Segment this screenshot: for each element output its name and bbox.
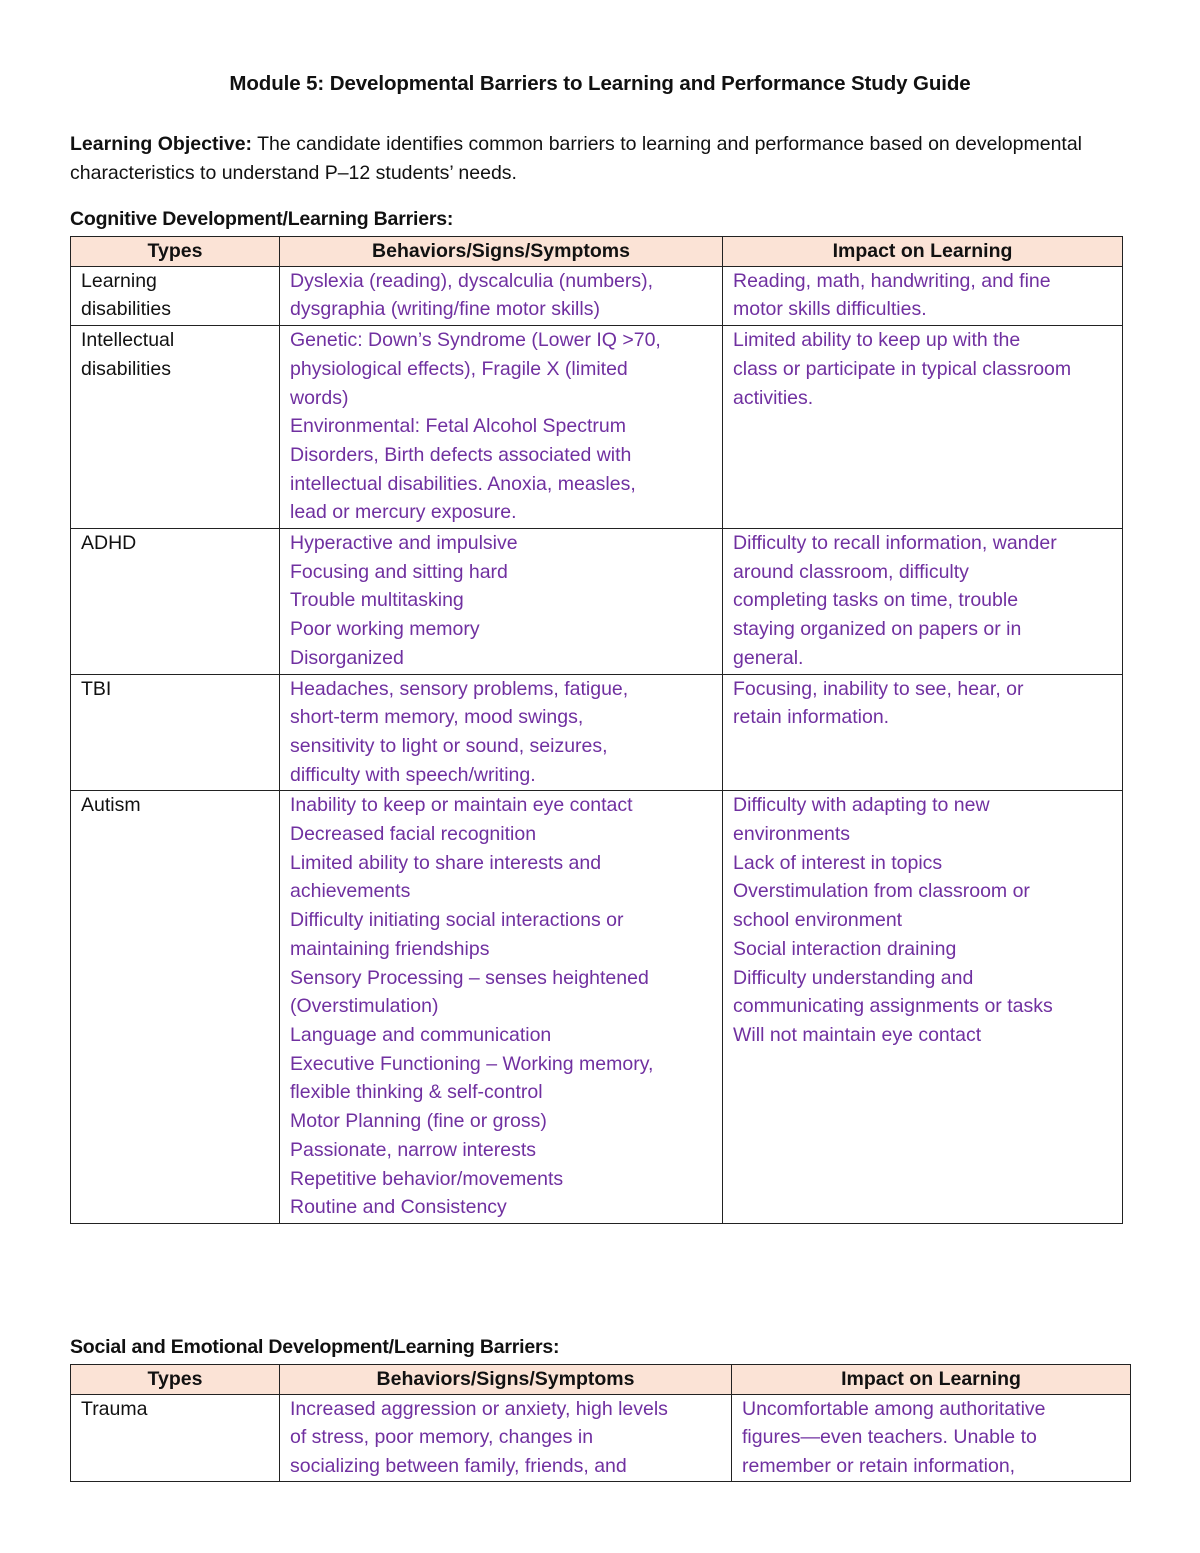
cell-line: Language and communication <box>290 1023 552 1046</box>
objective-label: Learning Objective: <box>70 133 253 155</box>
cell-line: Uncomfortable among authoritative <box>742 1397 1046 1420</box>
cell-line: around classroom, difficulty <box>733 560 969 583</box>
cell-line: Limited ability to keep up with the <box>733 329 1021 352</box>
header-types: Types <box>71 1365 280 1395</box>
cell-line: Inability to keep or maintain eye contact <box>290 794 633 817</box>
cell-line: Reading, math, handwriting, and fine <box>733 269 1051 292</box>
type-cell <box>71 791 280 1224</box>
cell-line: Increased aggression or anxiety, high levels <box>290 1397 668 1420</box>
objective-text: The candidate identifies common barriers to learning and performance based on developmental characteristics to understand P–12 students’ needs. <box>70 133 1083 184</box>
cell-line: dysgraphia (writing/fine motor skills) <box>290 298 600 321</box>
cell-line: Difficulty initiating social interactions or <box>290 909 624 932</box>
cell-line: retain information. <box>733 706 890 729</box>
cell-line: class or participate in typical classroom <box>733 357 1072 380</box>
table-row <box>71 266 1123 325</box>
type-cell <box>71 1394 280 1481</box>
cell-line: intellectual disabilities. Anoxia, measles, <box>290 472 636 495</box>
header-behaviors: Behaviors/Signs/Symptoms <box>280 1365 732 1395</box>
cell-line: figures—even teachers. Unable to <box>742 1426 1037 1449</box>
header-impact: Impact on Learning <box>723 237 1123 267</box>
cell-line: general. <box>733 646 804 669</box>
cell-line: flexible thinking & self-control <box>290 1081 543 1104</box>
cell-line: Motor Planning (fine or gross) <box>290 1110 547 1133</box>
cell-line: disabilities <box>81 357 171 380</box>
cell-line: achievements <box>290 880 411 903</box>
cell-line: Environmental: Fetal Alcohol Spectrum <box>290 415 626 438</box>
cell-line: Dyslexia (reading), dyscalculia (numbers), <box>290 269 654 292</box>
cell-line: Focusing and sitting hard <box>290 560 508 583</box>
cell-line: lead or mercury exposure. <box>290 501 517 524</box>
impact-cell <box>723 791 1123 1224</box>
cell-line: ADHD <box>81 532 137 555</box>
cell-line: disabilities <box>81 298 171 321</box>
cognitive-heading: Cognitive Development/Learning Barriers: <box>70 208 454 230</box>
cell-line: Routine and Consistency <box>290 1196 507 1219</box>
cell-line: Overstimulation from classroom or <box>733 880 1030 903</box>
cell-line: sensitivity to light or sound, seizures, <box>290 734 608 757</box>
table-row <box>71 1394 1131 1481</box>
cell-line: Headaches, sensory problems, fatigue, <box>290 677 629 700</box>
behaviors-cell <box>280 529 723 675</box>
header-behaviors: Behaviors/Signs/Symptoms <box>280 237 723 267</box>
cell-line: Autism <box>81 794 141 817</box>
cell-line: Decreased facial recognition <box>290 823 537 846</box>
impact-cell <box>723 326 1123 529</box>
cell-line: Sensory Processing – senses heightened <box>290 966 649 989</box>
cell-line: communicating assignments or tasks <box>733 995 1053 1018</box>
cell-line: Difficulty understanding and <box>733 966 974 989</box>
page-title: Module 5: Developmental Barriers to Learning and Performance Study Guide <box>229 72 971 95</box>
cell-line: Social interaction draining <box>733 937 957 960</box>
cell-line: Repetitive behavior/movements <box>290 1167 564 1190</box>
cell-line: socializing between family, friends, and <box>290 1455 627 1478</box>
cell-line: TBI <box>81 677 112 700</box>
cell-line: Poor working memory <box>290 618 480 641</box>
cell-line: (Overstimulation) <box>290 995 439 1018</box>
impact-cell <box>723 266 1123 325</box>
table-row <box>71 529 1123 675</box>
cell-line: Focusing, inability to see, hear, or <box>733 677 1024 700</box>
cell-line: staying organized on papers or in <box>733 618 1022 641</box>
behaviors-cell <box>280 674 723 791</box>
type-cell <box>71 326 280 529</box>
cell-line: Difficulty with adapting to new <box>733 794 990 817</box>
table-header-row <box>71 237 1123 267</box>
cell-line: words) <box>290 386 349 409</box>
type-cell <box>71 674 280 791</box>
behaviors-cell <box>280 791 723 1224</box>
cell-line: Intellectual <box>81 329 175 352</box>
table-header-row <box>71 1365 1131 1395</box>
type-cell <box>71 529 280 675</box>
cell-line: Will not maintain eye contact <box>733 1023 982 1046</box>
cell-line: maintaining friendships <box>290 937 490 960</box>
impact-cell <box>723 529 1123 675</box>
cell-line: Passionate, narrow interests <box>290 1138 537 1161</box>
cell-line: completing tasks on time, trouble <box>733 589 1019 612</box>
cell-line: Trouble multitasking <box>290 589 464 612</box>
cell-line: Hyperactive and impulsive <box>290 532 518 555</box>
cell-line: Limited ability to share interests and <box>290 851 602 874</box>
table-row <box>71 674 1123 791</box>
social-table <box>70 1364 1131 1482</box>
cell-line: activities. <box>733 386 814 409</box>
cell-line: school environment <box>733 909 903 932</box>
cell-line: short-term memory, mood swings, <box>290 706 584 729</box>
social-heading: Social and Emotional Development/Learning Barriers: <box>70 1336 560 1358</box>
cell-line: of stress, poor memory, changes in <box>290 1426 594 1449</box>
table-row <box>71 326 1123 529</box>
cell-line: Disorders, Birth defects associated with <box>290 443 632 466</box>
cell-line: remember or retain information, <box>742 1455 1016 1478</box>
cell-line: Learning <box>81 269 157 292</box>
behaviors-cell <box>280 266 723 325</box>
table-row <box>71 791 1123 1224</box>
cell-line: Genetic: Down’s Syndrome (Lower IQ >70, <box>290 329 661 352</box>
header-impact: Impact on Learning <box>732 1365 1131 1395</box>
cognitive-table <box>70 236 1123 1224</box>
cell-line: Difficulty to recall information, wander <box>733 532 1057 555</box>
cell-line: physiological effects), Fragile X (limited <box>290 357 628 380</box>
cell-line: Executive Functioning – Working memory, <box>290 1052 654 1075</box>
behaviors-cell <box>280 1394 732 1481</box>
type-cell <box>71 266 280 325</box>
impact-cell <box>732 1394 1131 1481</box>
cell-line: motor skills difficulties. <box>733 298 927 321</box>
behaviors-cell <box>280 326 723 529</box>
header-types: Types <box>71 237 280 267</box>
cell-line: Trauma <box>81 1397 148 1420</box>
cell-line: difficulty with speech/writing. <box>290 763 536 786</box>
impact-cell <box>723 674 1123 791</box>
cell-line: Disorganized <box>290 646 404 669</box>
cell-line: environments <box>733 823 851 846</box>
learning-objective <box>70 130 1130 187</box>
cell-line: Lack of interest in topics <box>733 851 943 874</box>
